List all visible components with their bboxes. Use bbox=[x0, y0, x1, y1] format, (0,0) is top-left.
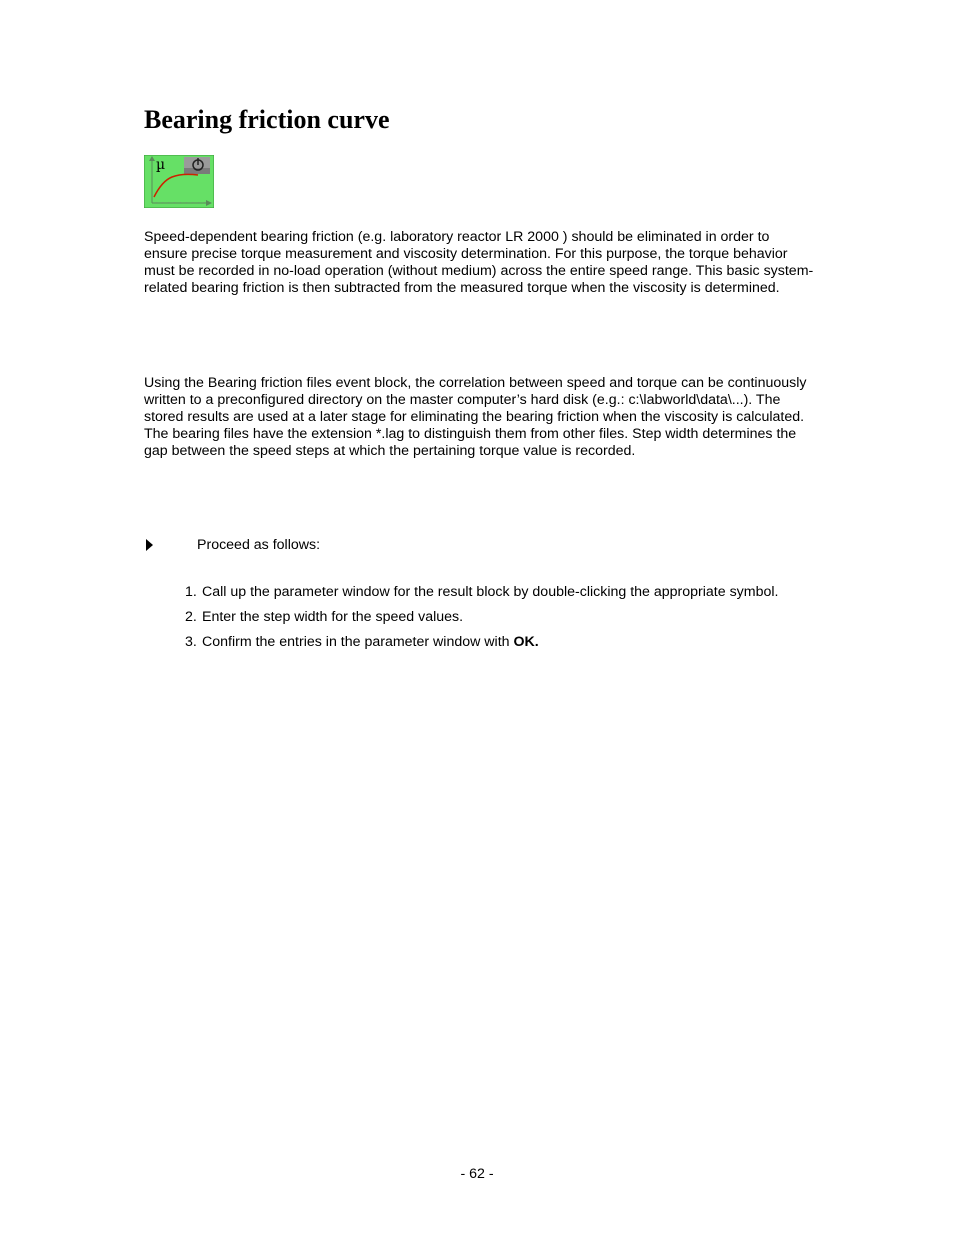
step-item bbox=[185, 634, 785, 651]
triangle-bullet-icon bbox=[146, 539, 153, 551]
step-number: 2. bbox=[185, 609, 197, 625]
step-number: 1. bbox=[185, 584, 197, 600]
step-number: 3. bbox=[185, 634, 197, 650]
step-text: Call up the parameter window for the result block by double-clicking the appropriate symbol. bbox=[202, 584, 779, 600]
intro-paragraph: Speed-dependent bearing friction (e.g. laboratory reactor LR 2000 ) should be eliminated in order to ensure precise torque measurement and viscosity determination. For this purpose, the torque behavior must be recorded in no-load operation (without medium) across the entire speed range. This basic system-related bearing friction is then subtracted from the measured torque when the viscosity is determined. bbox=[144, 229, 814, 296]
step-item bbox=[185, 609, 785, 626]
ok-emphasis: OK. bbox=[513, 634, 539, 650]
step-text: Enter the step width for the speed values. bbox=[202, 609, 464, 625]
page-title: Bearing friction curve bbox=[144, 105, 390, 134]
step-item bbox=[185, 584, 785, 601]
page-number: - 62 - bbox=[460, 1166, 494, 1182]
event-block-paragraph: Using the Bearing friction files event block, the correlation between speed and torque can be continuously written to a preconfigured directory on the master computer’s hard disk (e.g.: c:\labworld\data\...). The stored results are used at a later stage for eliminating the bearing friction when the viscosity is calculated. The bearing files have the extension *.lag to distinguish them from other files. Step width determines the gap between the speed steps at which the pertaining torque value is recorded. bbox=[144, 375, 807, 459]
steps-list bbox=[185, 584, 785, 659]
proceed-label: Proceed as follows: bbox=[197, 537, 321, 553]
bearing-friction-curve-icon[interactable] bbox=[144, 155, 214, 208]
icon-mu-symbol: µ bbox=[156, 157, 166, 173]
step-text: Confirm the entries in the parameter window with bbox=[202, 634, 514, 650]
icon-gear-shade bbox=[184, 168, 210, 174]
